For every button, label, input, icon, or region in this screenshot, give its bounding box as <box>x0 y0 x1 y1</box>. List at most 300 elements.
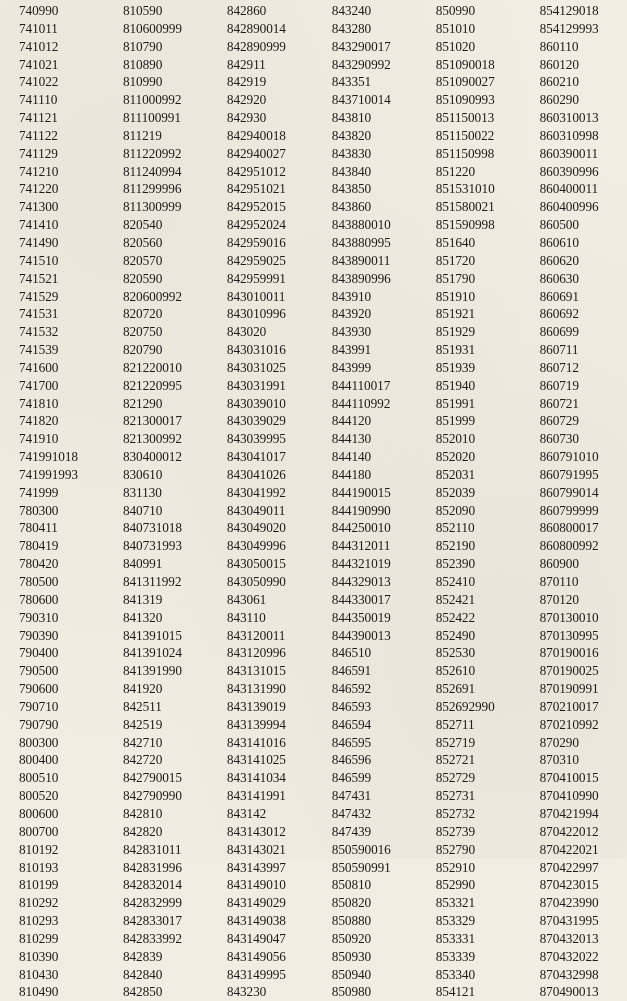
code-cell: 846510 <box>331 645 372 661</box>
code-cell: 843830 <box>331 145 372 161</box>
code-cell: 843143997 <box>226 859 286 875</box>
code-cell: 870190016 <box>539 645 599 661</box>
code-cell: 820790 <box>122 342 163 358</box>
code-cell: 843139994 <box>226 716 286 732</box>
code-cell: 830610 <box>122 466 163 482</box>
code-cell: 843041017 <box>226 449 286 465</box>
code-cell: 821300017 <box>122 413 182 429</box>
code-cell: 741820 <box>19 413 59 429</box>
code-cell: 860800992 <box>539 538 599 554</box>
code-cell: 741021 <box>19 56 59 72</box>
code-cell: 843141991 <box>226 788 286 804</box>
code-cell: 851150998 <box>435 145 495 161</box>
code-cell: 741521 <box>19 270 59 286</box>
code-cell: 840731993 <box>122 538 182 554</box>
code-cell: 842832999 <box>122 895 182 911</box>
code-cell: 844110992 <box>331 395 391 411</box>
code-cell: 854129993 <box>539 20 599 36</box>
code-cell: 741129 <box>19 145 58 161</box>
code-cell: 811000992 <box>122 92 182 108</box>
code-cell: 842511 <box>122 698 162 714</box>
code-cell: 851931 <box>435 342 476 358</box>
code-column-6 <box>540 2 627 1001</box>
code-cell: 844190990 <box>331 502 391 518</box>
code-column-3 <box>225 2 331 1001</box>
code-cell: 843820 <box>331 127 372 143</box>
code-cell: 846593 <box>331 698 372 714</box>
code-cell: 844329013 <box>331 574 391 589</box>
code-cell: 851991 <box>435 395 476 411</box>
code-cell: 842959025 <box>226 252 286 268</box>
code-cell: 842952015 <box>226 199 286 215</box>
code-cell: 800700 <box>19 823 59 839</box>
code-cell: 860799014 <box>539 484 599 500</box>
code-cell: 853340 <box>435 966 476 982</box>
code-cell: 860620 <box>539 252 579 268</box>
code-cell: 860799999 <box>539 502 599 518</box>
code-cell: 843240 <box>331 3 372 18</box>
code-cell: 841391990 <box>122 663 182 679</box>
code-cell: 851640 <box>435 234 476 250</box>
code-cell: 821300992 <box>122 431 182 447</box>
code-cell: 851220 <box>435 163 476 179</box>
code-cell: 811240994 <box>122 163 182 179</box>
code-cell: 790500 <box>19 663 59 679</box>
code-cell: 741529 <box>19 288 59 304</box>
code-cell: 810193 <box>19 859 59 875</box>
code-cell: 780419 <box>19 538 59 554</box>
code-cell: 860711 <box>539 342 579 358</box>
code-cell: 850820 <box>331 895 372 911</box>
code-cell: 741810 <box>19 395 59 411</box>
code-cell: 840710 <box>122 502 163 518</box>
code-cell: 820750 <box>122 324 163 340</box>
code-cell: 843890996 <box>331 270 391 286</box>
code-cell: 852020 <box>435 449 476 465</box>
code-cell: 851010 <box>435 20 476 36</box>
code-cell: 843910 <box>331 288 372 304</box>
code-cell: 843142 <box>226 805 267 821</box>
code-cell: 870210992 <box>539 716 599 732</box>
code-cell: 870432022 <box>539 948 599 964</box>
code-cell: 860692 <box>539 306 579 322</box>
code-cell: 844130 <box>331 431 372 447</box>
code-cell: 870423990 <box>539 895 599 911</box>
code-cell: 870432013 <box>539 930 599 946</box>
code-cell: 847431 <box>331 788 372 804</box>
code-cell: 852910 <box>435 859 476 875</box>
code-cell: 821220995 <box>122 377 182 393</box>
code-cell: 811220992 <box>122 145 182 161</box>
code-cell: 842951012 <box>226 163 286 179</box>
code-cell: 860310998 <box>539 127 599 143</box>
code-cell: 854129018 <box>539 3 599 18</box>
code-cell: 780500 <box>19 574 59 589</box>
code-cell: 843230 <box>226 984 267 1000</box>
code-cell: 842890014 <box>226 20 286 36</box>
code-cell: 860400011 <box>539 181 599 197</box>
code-cell: 811219 <box>122 127 162 143</box>
code-cell: 851580021 <box>435 199 495 215</box>
code-cell: 840731018 <box>122 520 182 536</box>
code-cell: 800520 <box>19 788 59 804</box>
code-cell: 843351 <box>331 74 372 90</box>
code-cell: 843143021 <box>226 841 286 857</box>
code-cell: 842839 <box>122 948 163 964</box>
code-cell: 851720 <box>435 252 476 268</box>
code-cell: 852691 <box>435 681 476 697</box>
code-cell: 810790 <box>122 38 163 54</box>
code-cell: 852031 <box>435 466 476 482</box>
code-cell: 741210 <box>19 163 59 179</box>
code-cell: 790390 <box>19 627 59 643</box>
code-cell: 852731 <box>435 788 476 804</box>
code-cell: 844110017 <box>331 377 391 393</box>
code-cell: 843141025 <box>226 752 286 768</box>
code-cell: 843880995 <box>331 234 391 250</box>
code-cell: 843290992 <box>331 56 391 72</box>
code-cell: 842833992 <box>122 930 182 946</box>
code-cell: 852422 <box>435 609 476 625</box>
code-cell: 860110 <box>539 38 579 54</box>
code-cell: 780300 <box>19 502 59 518</box>
code-cell: 811299996 <box>122 181 182 197</box>
code-cell: 843049996 <box>226 538 286 554</box>
code-cell: 741910 <box>19 431 59 447</box>
code-cell: 870120 <box>539 591 579 607</box>
code-cell: 842832014 <box>122 877 182 893</box>
code-cell: 741510 <box>19 252 59 268</box>
code-cell: 741121 <box>19 110 58 126</box>
code-cell: 870310 <box>539 752 579 768</box>
code-cell: 852110 <box>435 520 475 536</box>
code-cell: 844250010 <box>331 520 391 536</box>
code-cell: 740990 <box>19 3 59 18</box>
code-cell: 844190015 <box>331 484 391 500</box>
code-cell: 741539 <box>19 342 59 358</box>
code-cell: 844390013 <box>331 627 391 643</box>
code-cell: 843149056 <box>226 948 286 964</box>
code-cell: 842930 <box>226 110 267 126</box>
code-cell: 847439 <box>331 823 372 839</box>
code-cell: 846594 <box>331 716 372 732</box>
code-cell: 842951021 <box>226 181 286 197</box>
code-cell: 854121 <box>435 984 476 1000</box>
code-cell: 870290 <box>539 734 579 750</box>
code-cell: 860120 <box>539 56 579 72</box>
code-cell: 852711 <box>435 716 475 732</box>
code-cell: 852421 <box>435 591 476 607</box>
code-cell: 860900 <box>539 556 579 572</box>
code-cell: 851150022 <box>435 127 495 143</box>
code-cell: 842940018 <box>226 127 286 143</box>
code-cell: 842940027 <box>226 145 286 161</box>
code-cell: 741122 <box>19 127 58 143</box>
code-cell: 800510 <box>19 770 59 786</box>
code-cell: 811300999 <box>122 199 182 215</box>
code-cell: 843031025 <box>226 359 286 375</box>
code-cell: 843050015 <box>226 556 286 572</box>
code-cell: 741999 <box>19 484 59 500</box>
code-cell: 843141034 <box>226 770 286 786</box>
code-cell: 852790 <box>435 841 476 857</box>
code-cell: 870190025 <box>539 663 599 679</box>
code-cell: 843020 <box>226 324 267 340</box>
code-cell: 846596 <box>331 752 372 768</box>
code-cell: 852390 <box>435 556 476 572</box>
code-cell: 870130995 <box>539 627 599 643</box>
code-cell: 842919 <box>226 74 267 90</box>
code-cell: 870423015 <box>539 877 599 893</box>
code-cell: 860290 <box>539 92 579 108</box>
code-cell: 846592 <box>331 681 372 697</box>
code-cell: 843131990 <box>226 681 286 697</box>
code-cell: 851999 <box>435 413 476 429</box>
code-cell: 851929 <box>435 324 476 340</box>
code-cell: 870130010 <box>539 609 599 625</box>
code-cell: 741410 <box>19 217 59 233</box>
code-column-5 <box>435 2 540 1001</box>
code-cell: 870431995 <box>539 913 599 929</box>
code-cell: 741700 <box>19 377 59 393</box>
code-cell: 860390011 <box>539 145 599 161</box>
code-cell: 843120011 <box>226 627 286 643</box>
code-cell: 841391024 <box>122 645 182 661</box>
code-cell: 844350019 <box>331 609 391 625</box>
code-cell: 870422012 <box>539 823 599 839</box>
code-cell: 741022 <box>19 74 59 90</box>
code-cell: 843991 <box>331 342 372 358</box>
code-cell: 870190991 <box>539 681 599 697</box>
code-cell: 810590 <box>122 3 163 18</box>
code-cell: 843890011 <box>331 252 391 268</box>
code-cell: 851910 <box>435 288 476 304</box>
code-cell: 844330017 <box>331 591 391 607</box>
code-cell: 870422021 <box>539 841 599 857</box>
code-cell: 842519 <box>122 716 163 732</box>
code-cell: 860699 <box>539 324 579 340</box>
code-cell: 853329 <box>435 913 476 929</box>
code-cell: 843930 <box>331 324 372 340</box>
code-cell: 844312011 <box>331 538 391 554</box>
code-cell: 852692990 <box>435 698 495 714</box>
code-cell: 790400 <box>19 645 59 661</box>
code-cell: 790310 <box>19 609 59 625</box>
code-cell: 790790 <box>19 716 59 732</box>
code-cell: 821220010 <box>122 359 182 375</box>
code-cell: 841320 <box>122 609 163 625</box>
code-cell: 842790990 <box>122 788 182 804</box>
code-cell: 843149038 <box>226 913 286 929</box>
code-cell: 840991 <box>122 556 163 572</box>
code-cell: 843149995 <box>226 966 286 982</box>
code-cell: 842920 <box>226 92 267 108</box>
code-cell: 741110 <box>19 92 58 108</box>
code-cell: 780411 <box>19 520 58 536</box>
code-cell: 846595 <box>331 734 372 750</box>
code-cell: 820570 <box>122 252 163 268</box>
code-cell: 843840 <box>331 163 372 179</box>
code-cell: 860390996 <box>539 163 599 179</box>
code-cell: 830400012 <box>122 449 182 465</box>
code-cell: 851590998 <box>435 217 495 233</box>
code-cell: 842710 <box>122 734 163 750</box>
code-cell: 810430 <box>19 966 59 982</box>
code-cell: 842820 <box>122 823 163 839</box>
code-cell: 852729 <box>435 770 476 786</box>
code-cell: 843031016 <box>226 342 286 358</box>
code-cell: 843143012 <box>226 823 286 839</box>
code-cell: 860791995 <box>539 466 599 482</box>
code-cell: 810390 <box>19 948 59 964</box>
code-cell: 860500 <box>539 217 579 233</box>
code-cell: 841920 <box>122 681 163 697</box>
code-cell: 844180 <box>331 466 372 482</box>
code-cell: 741532 <box>19 324 59 340</box>
code-cell: 843710014 <box>331 92 391 108</box>
code-cell: 843139019 <box>226 698 286 714</box>
code-cell: 790600 <box>19 681 59 697</box>
code-cell: 741011 <box>19 20 58 36</box>
code-cell: 810490 <box>19 984 59 1000</box>
code-cell: 870490013 <box>539 984 599 1000</box>
code-cell: 853331 <box>435 930 476 946</box>
code-cell: 843850 <box>331 181 372 197</box>
code-cell: 842831011 <box>122 841 182 857</box>
code-cell: 870110 <box>539 574 579 589</box>
code-cell: 870210017 <box>539 698 599 714</box>
code-cell: 847432 <box>331 805 372 821</box>
code-cell: 843880010 <box>331 217 391 233</box>
code-cell: 843131015 <box>226 663 286 679</box>
code-cell: 843999 <box>331 359 372 375</box>
code-cell: 870410990 <box>539 788 599 804</box>
code-cell: 843039995 <box>226 431 286 447</box>
code-cell: 810292 <box>19 895 59 911</box>
code-cell: 820600992 <box>122 288 182 304</box>
code-cell: 850920 <box>331 930 372 946</box>
code-cell: 852610 <box>435 663 476 679</box>
code-cell: 843010996 <box>226 306 286 322</box>
code-cell: 850990 <box>435 3 476 18</box>
code-cell: 842850 <box>122 984 163 1000</box>
code-cell: 852039 <box>435 484 476 500</box>
code-cell: 843010011 <box>226 288 286 304</box>
code-cell: 844120 <box>331 413 372 429</box>
code-cell: 851150013 <box>435 110 495 126</box>
code-cell: 850590991 <box>331 859 391 875</box>
code-cell: 741012 <box>19 38 59 54</box>
code-cell: 800600 <box>19 805 59 821</box>
code-cell: 810293 <box>19 913 59 929</box>
code-cell: 780600 <box>19 591 59 607</box>
code-cell: 846599 <box>331 770 372 786</box>
code-cell: 853339 <box>435 948 476 964</box>
code-cell: 851939 <box>435 359 476 375</box>
code-cell: 842860 <box>226 3 267 18</box>
code-cell: 852732 <box>435 805 476 821</box>
code-cell: 810990 <box>122 74 163 90</box>
code-cell: 851940 <box>435 377 476 393</box>
code-cell: 852530 <box>435 645 476 661</box>
code-cell: 852721 <box>435 752 476 768</box>
code-cell: 842840 <box>122 966 163 982</box>
code-cell: 870432998 <box>539 966 599 982</box>
code-cell: 842831996 <box>122 859 182 875</box>
code-cell: 843110 <box>226 609 266 625</box>
code-cell: 843049011 <box>226 502 286 518</box>
code-cell: 870421994 <box>539 805 599 821</box>
code-cell: 843039010 <box>226 395 286 411</box>
code-cell: 843120996 <box>226 645 286 661</box>
code-cell: 842911 <box>226 56 266 72</box>
code-cell: 741490 <box>19 234 59 250</box>
code-cell: 741991993 <box>19 466 78 482</box>
code-cell: 810600999 <box>122 20 182 36</box>
code-cell: 843149047 <box>226 930 286 946</box>
code-cell: 842790015 <box>122 770 182 786</box>
code-cell: 860800017 <box>539 520 599 536</box>
code-cell: 851020 <box>435 38 476 54</box>
code-cell: 853321 <box>435 895 476 911</box>
code-cell: 850980 <box>331 984 372 1000</box>
code-cell: 810199 <box>19 877 59 893</box>
code-cell: 843149010 <box>226 877 286 893</box>
code-cell: 870410015 <box>539 770 599 786</box>
code-cell: 860712 <box>539 359 579 375</box>
code-cell: 820560 <box>122 234 163 250</box>
code-cell: 850930 <box>331 948 372 964</box>
code-cell: 842810 <box>122 805 163 821</box>
code-cell: 841319 <box>122 591 163 607</box>
code-column-1 <box>0 2 121 1001</box>
code-cell: 852490 <box>435 627 476 643</box>
code-cell: 800300 <box>19 734 59 750</box>
code-cell: 851090027 <box>435 74 495 90</box>
code-cell: 843049020 <box>226 520 286 536</box>
code-cell: 843061 <box>226 591 267 607</box>
code-cell: 844140 <box>331 449 372 465</box>
code-cell: 851090993 <box>435 92 495 108</box>
code-cell: 843041992 <box>226 484 286 500</box>
code-cell: 860210 <box>539 74 579 90</box>
code-cell: 831130 <box>122 484 162 500</box>
code-cell: 850940 <box>331 966 372 982</box>
code-cell: 741600 <box>19 359 59 375</box>
code-cell: 821290 <box>122 395 163 411</box>
code-cell: 851790 <box>435 270 476 286</box>
code-cell: 850590016 <box>331 841 391 857</box>
code-cell: 870422997 <box>539 859 599 875</box>
code-cell: 841391015 <box>122 627 182 643</box>
code-cell: 843050990 <box>226 574 286 589</box>
code-cell: 780420 <box>19 556 59 572</box>
code-cell: 843141016 <box>226 734 286 750</box>
code-cell: 851090018 <box>435 56 495 72</box>
code-cell: 860719 <box>539 377 579 393</box>
code-cell: 810192 <box>19 841 59 857</box>
code-cell: 842959991 <box>226 270 286 286</box>
code-cell: 860729 <box>539 413 579 429</box>
code-cell: 842952024 <box>226 217 286 233</box>
code-cell: 852739 <box>435 823 476 839</box>
code-cell: 852190 <box>435 538 476 554</box>
code-cell: 850880 <box>331 913 372 929</box>
code-column-2 <box>121 2 225 1001</box>
code-cell: 843149029 <box>226 895 286 911</box>
code-cell: 811100991 <box>122 110 181 126</box>
code-cell: 851921 <box>435 306 476 322</box>
